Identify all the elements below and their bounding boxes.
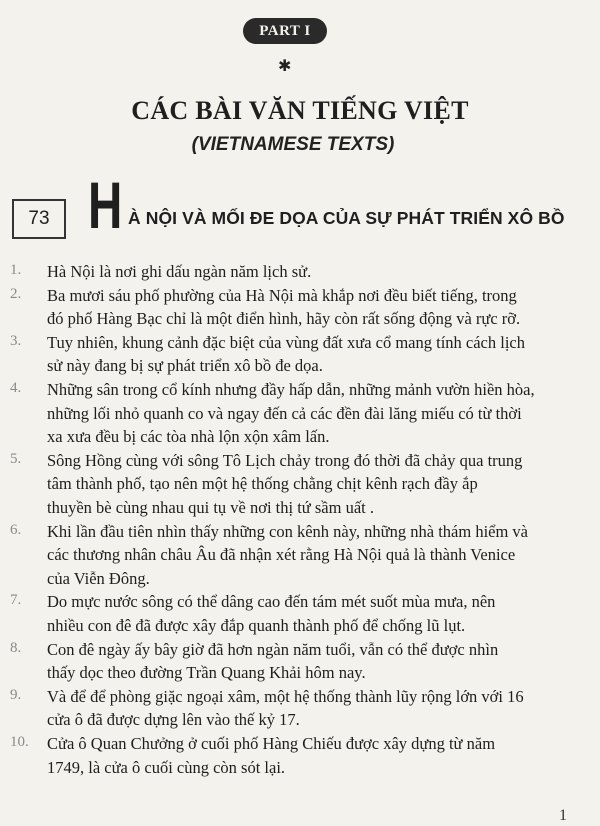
paragraph-text: Những sân trong cổ kính nhưng đầy hấp dẫn, những mảnh vườn hiền hòa,: [47, 380, 535, 399]
paragraph-line: [0, 262, 600, 286]
paragraph-number: 4.: [10, 380, 22, 396]
paragraph-text: Con đê ngày ấy bây giờ đã hơn ngàn năm tuổi, vẫn có thể được nhìn: [47, 639, 499, 659]
paragraph-number: 10.: [10, 734, 29, 750]
paragraph-text: Khi lần đầu tiên nhìn thấy những con kênh này, những nhà thám hiểm và: [47, 521, 529, 541]
chapter-title: CÁC BÀI VĂN TIẾNG VIỆT: [131, 96, 469, 125]
paragraph-number: 1.: [10, 262, 22, 278]
paragraph-text: Tuy nhiên, khung cảnh đặc biệt của vùng đất xưa cổ mang tính cách lịch: [47, 332, 526, 352]
paragraph-text: Do mực nước sông có thể dâng cao đến tám mét suốt mùa mưa, nên: [47, 592, 496, 612]
paragraph-line: [0, 474, 600, 498]
paragraph-line: [0, 734, 600, 758]
paragraph-text: Sông Hồng cùng với sông Tô Lịch chảy trong đó thời đã chảy qua trung: [47, 450, 523, 470]
paragraph-text: các thương nhân châu Âu đã nhận xét rằng Hà Nội quả là thành Venice: [47, 545, 516, 565]
page-number: 1: [559, 807, 567, 824]
paragraph-text: những lối nhỏ quanh co và ngay đến cả các đền đài lăng miếu có từ thời: [47, 403, 522, 423]
paragraph-text: xa xưa đều bị các tòa nhà lộn xộn xâm lấn.: [47, 427, 330, 447]
paragraph-number: 5.: [10, 450, 22, 467]
paragraph-line: [0, 427, 600, 451]
paragraph-line: [0, 616, 600, 640]
paragraph-line: [0, 451, 600, 475]
paragraph-line: [0, 309, 600, 333]
chapter-subtitle: (VIETNAMESE TEXTS): [191, 134, 395, 155]
paragraph-number: 2.: [10, 285, 22, 302]
paragraph-text: thấy dọc theo đường Trần Quang Khải hôm nay.: [47, 663, 366, 683]
lesson-number-box: [12, 199, 66, 239]
paragraph-line: [0, 569, 600, 593]
paragraph-number: 8.: [10, 639, 22, 656]
paragraph-text: Và để để phòng giặc ngoại xâm, một hệ thống thành lũy rộng lớn với 16: [47, 686, 524, 706]
star-ornament-icon: ✱: [278, 58, 292, 75]
paragraph-line: [0, 333, 600, 357]
paragraph-text: của Viễn Đông.: [47, 568, 150, 588]
paragraph-line: [0, 522, 600, 546]
paragraph-line: [0, 687, 600, 711]
lesson-title-initial: H: [88, 168, 123, 242]
paragraph-text: đó phố Hàng Bạc chỉ là một điển hình, hãy còn rất sống động và rực rỡ.: [47, 309, 521, 329]
paragraph-text: 1749, là cửa ô cuối cùng còn sót lại.: [47, 757, 286, 777]
paragraph-line: [0, 380, 600, 404]
paragraph-line: [0, 498, 600, 522]
paragraph-text: nhiều con đê đã được xây đắp quanh thành phố để chống lũ lụt.: [47, 616, 466, 635]
paragraph-text: Hà Nội là nơi ghi dấu ngàn năm lịch sử.: [47, 262, 312, 281]
paragraph-line: [0, 640, 600, 664]
paragraph-number: 9.: [10, 686, 22, 703]
paragraph-line: [0, 404, 600, 428]
paragraph-number: 3.: [10, 332, 22, 349]
part-badge: PART I: [243, 18, 327, 44]
paragraph-text: Ba mươi sáu phố phường của Hà Nội mà khắp nơi đều biết tiếng, trong: [47, 285, 517, 305]
lesson-number: 73: [28, 208, 50, 229]
paragraph-line: [0, 758, 600, 782]
paragraph-text: Cửa ô Quan Chưởng ở cuối phố Hàng Chiếu được xây dựng từ năm: [47, 734, 496, 753]
lesson-title-text: À NỘI VÀ MỐI ĐE DỌA CỦA SỰ PHÁT TRIỂN XÔ BỒ: [128, 208, 565, 228]
paragraph-text: cửa ô đã được dựng lên vào thế kỷ 17.: [47, 710, 300, 730]
lesson-title: [88, 168, 565, 242]
paragraph-line: [0, 592, 600, 616]
paragraph-text: sử này đang bị sự phát triển xô bồ đe dọa.: [47, 356, 323, 376]
paragraph-text: tâm thành phố, tạo nên một hệ thống chằng chịt kênh rạch đầy ắp: [47, 474, 478, 494]
paragraph-line: [0, 286, 600, 310]
paragraph-text: thuyền bè cùng nhau qui tụ về nơi thị tứ sầm uất .: [47, 498, 374, 517]
paragraph-line: [0, 545, 600, 569]
paragraph-line: [0, 710, 600, 734]
paragraph-line: [0, 356, 600, 380]
paragraph-line: [0, 663, 600, 687]
paragraph-number: 6.: [10, 521, 22, 538]
paragraph-number: 7.: [10, 592, 22, 609]
